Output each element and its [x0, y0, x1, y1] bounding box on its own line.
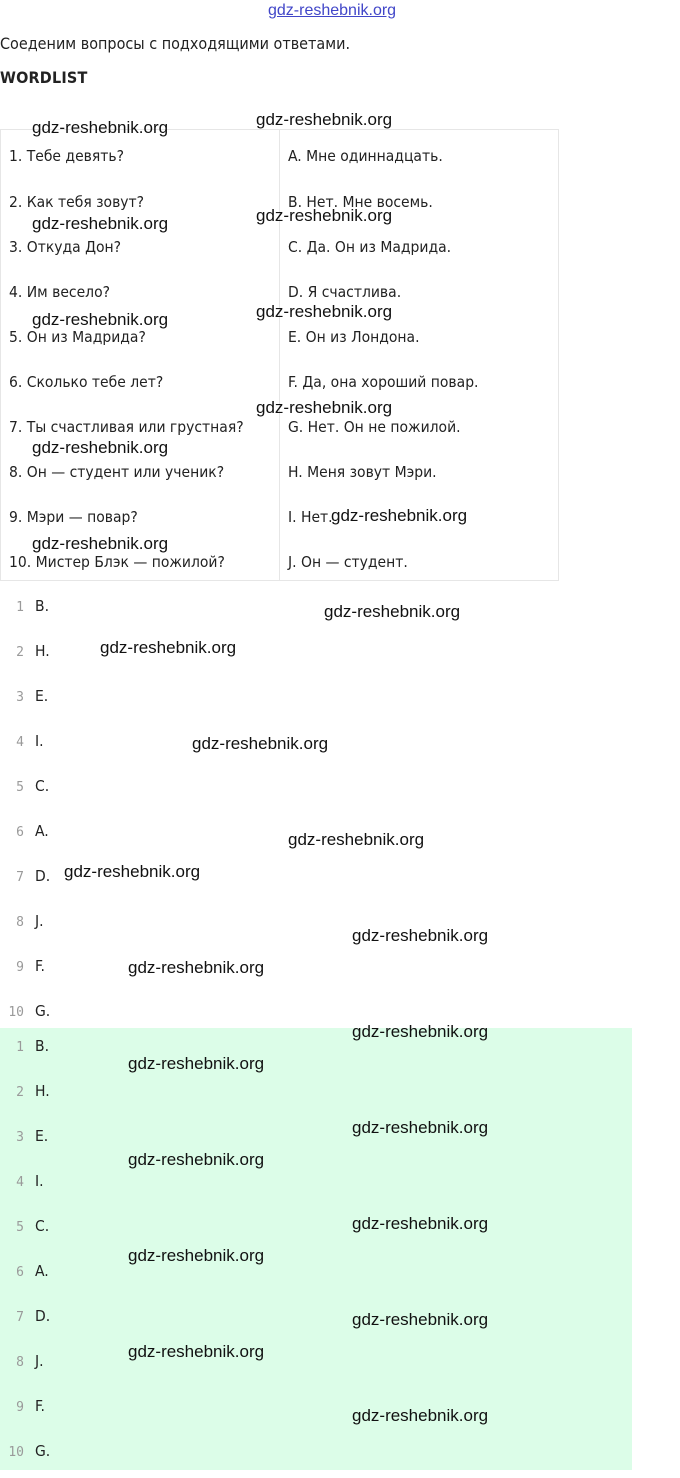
answer-letter: H. — [35, 1082, 50, 1100]
line-number: 6 — [16, 825, 24, 840]
line-number: 5 — [16, 780, 24, 795]
line-number: 8 — [16, 1355, 24, 1370]
question-item: 10. Мистер Блэк — пожилой? — [9, 553, 225, 571]
answer-item: J. Он — студент. — [288, 553, 408, 571]
answer-row — [0, 1388, 632, 1433]
line-number: 10 — [8, 1445, 24, 1460]
intro-text: Соеденим вопросы с подходящими ответами. — [0, 34, 351, 53]
question-item: 6. Сколько тебе лет? — [9, 373, 164, 391]
answer-row — [0, 1253, 632, 1298]
watermark: gdz-reshebnik.org — [32, 534, 169, 553]
answer-letter: I. — [35, 1172, 44, 1190]
answer-row — [0, 632, 632, 677]
line-number: 8 — [16, 915, 24, 930]
line-number: 9 — [16, 960, 24, 975]
answer-list-highlighted — [0, 1028, 632, 1470]
question-item: 4. Им весело? — [9, 283, 110, 301]
watermark: gdz-reshebnik.org — [324, 602, 461, 621]
line-number: 7 — [16, 870, 24, 885]
watermark: gdz-reshebnik.org — [32, 438, 169, 457]
answer-item: A. Мне одиннадцать. — [288, 147, 443, 165]
answer-item: D. Я счастлива. — [288, 283, 402, 301]
question-item: 7. Ты счастливая или грустная? — [9, 418, 244, 436]
watermark: gdz-reshebnik.org — [352, 1022, 489, 1041]
question-item: 2. Как тебя зовут? — [9, 193, 145, 211]
line-number: 7 — [16, 1310, 24, 1325]
matching-table — [0, 129, 559, 581]
watermark: gdz-reshebnik.org — [352, 1118, 489, 1137]
answer-row — [0, 902, 632, 947]
watermark: gdz-reshebnik.org — [32, 214, 169, 233]
wordlist-heading: WORDLIST — [0, 68, 88, 87]
answer-item: G. Нет. Он не пожилой. — [288, 418, 461, 436]
answer-letter: E. — [35, 1127, 49, 1145]
answer-item: F. Да, она хороший повар. — [288, 373, 479, 391]
watermark: gdz-reshebnik.org — [100, 638, 237, 657]
line-number: 4 — [16, 735, 24, 750]
line-number: 5 — [16, 1220, 24, 1235]
watermark: gdz-reshebnik.org — [128, 1342, 265, 1361]
answer-letter: D. — [35, 867, 51, 885]
answer-letter: B. — [35, 597, 49, 615]
answer-item: I. Нет. — [288, 508, 333, 526]
answer-row — [0, 1073, 632, 1118]
line-number: 3 — [16, 1130, 24, 1145]
answer-letter: D. — [35, 1307, 51, 1325]
watermark: gdz-reshebnik.org — [352, 1310, 489, 1329]
answer-row — [0, 1343, 632, 1388]
watermark: gdz-reshebnik.org — [128, 1150, 265, 1169]
answer-row — [0, 857, 632, 902]
answer-letter: A. — [35, 822, 49, 840]
answer-row — [0, 1163, 632, 1208]
answer-letter: H. — [35, 642, 50, 660]
answer-letter: F. — [35, 1397, 45, 1415]
watermark: gdz-reshebnik.org — [256, 206, 393, 225]
line-number: 4 — [16, 1175, 24, 1190]
answer-letter: B. — [35, 1037, 49, 1055]
watermark: gdz-reshebnik.org — [192, 734, 329, 753]
answer-row — [0, 1028, 632, 1073]
answer-row — [0, 1298, 632, 1343]
answer-row — [0, 722, 632, 767]
line-number: 10 — [8, 1005, 24, 1020]
answer-item: E. Он из Лондона. — [288, 328, 420, 346]
question-item: 5. Он из Мадрида? — [9, 328, 146, 346]
answer-item: C. Да. Он из Мадрида. — [288, 238, 452, 256]
answer-letter: I. — [35, 732, 44, 750]
answers-column — [280, 130, 559, 581]
answer-letter: E. — [35, 687, 49, 705]
line-number: 3 — [16, 690, 24, 705]
answer-row — [0, 677, 632, 722]
answer-letter: C. — [35, 1217, 50, 1235]
question-item: 1. Тебе девять? — [9, 147, 125, 165]
watermark: gdz-reshebnik.org — [288, 830, 425, 849]
watermark: gdz-reshebnik.org — [331, 506, 468, 525]
line-number: 2 — [16, 645, 24, 660]
line-number: 6 — [16, 1265, 24, 1280]
watermark: gdz-reshebnik.org — [128, 1246, 265, 1265]
watermark: gdz-reshebnik.org — [256, 398, 393, 417]
answer-letter: J. — [35, 1352, 44, 1370]
watermark: gdz-reshebnik.org — [64, 862, 201, 881]
question-item: 9. Мэри — повар? — [9, 508, 138, 526]
watermark: gdz-reshebnik.org — [352, 1406, 489, 1425]
watermark: gdz-reshebnik.org — [128, 1054, 265, 1073]
watermark: gdz-reshebnik.org — [352, 1214, 489, 1233]
answer-letter: G. — [35, 1002, 51, 1020]
line-number: 1 — [16, 1040, 24, 1055]
line-number: 9 — [16, 1400, 24, 1415]
site-link[interactable]: gdz-reshebnik.org — [268, 2, 397, 19]
answer-letter: F. — [35, 957, 45, 975]
line-number: 2 — [16, 1085, 24, 1100]
watermark: gdz-reshebnik.org — [32, 118, 169, 137]
question-item: 8. Он — студент или ученик? — [9, 463, 225, 481]
answer-letter: J. — [35, 912, 44, 930]
answer-letter: G. — [35, 1442, 51, 1460]
line-number: 1 — [16, 600, 24, 615]
answer-list — [0, 587, 632, 1037]
answer-row — [0, 1208, 632, 1253]
answer-letter: C. — [35, 777, 50, 795]
watermark: gdz-reshebnik.org — [32, 310, 169, 329]
answer-letter: A. — [35, 1262, 49, 1280]
answer-row — [0, 587, 632, 632]
answer-item: H. Меня зовут Мэри. — [288, 463, 437, 481]
answer-row — [0, 1433, 632, 1478]
question-item: 3. Откуда Дон? — [9, 238, 122, 256]
watermark: gdz-reshebnik.org — [352, 926, 489, 945]
watermark: gdz-reshebnik.org — [128, 958, 265, 977]
answer-row — [0, 812, 632, 857]
answer-row — [0, 1118, 632, 1163]
questions-column — [1, 130, 280, 581]
watermark: gdz-reshebnik.org — [256, 110, 393, 129]
answer-row — [0, 767, 632, 812]
answer-row — [0, 947, 632, 992]
watermark: gdz-reshebnik.org — [256, 302, 393, 321]
answer-item: B. Нет. Мне восемь. — [288, 193, 433, 211]
